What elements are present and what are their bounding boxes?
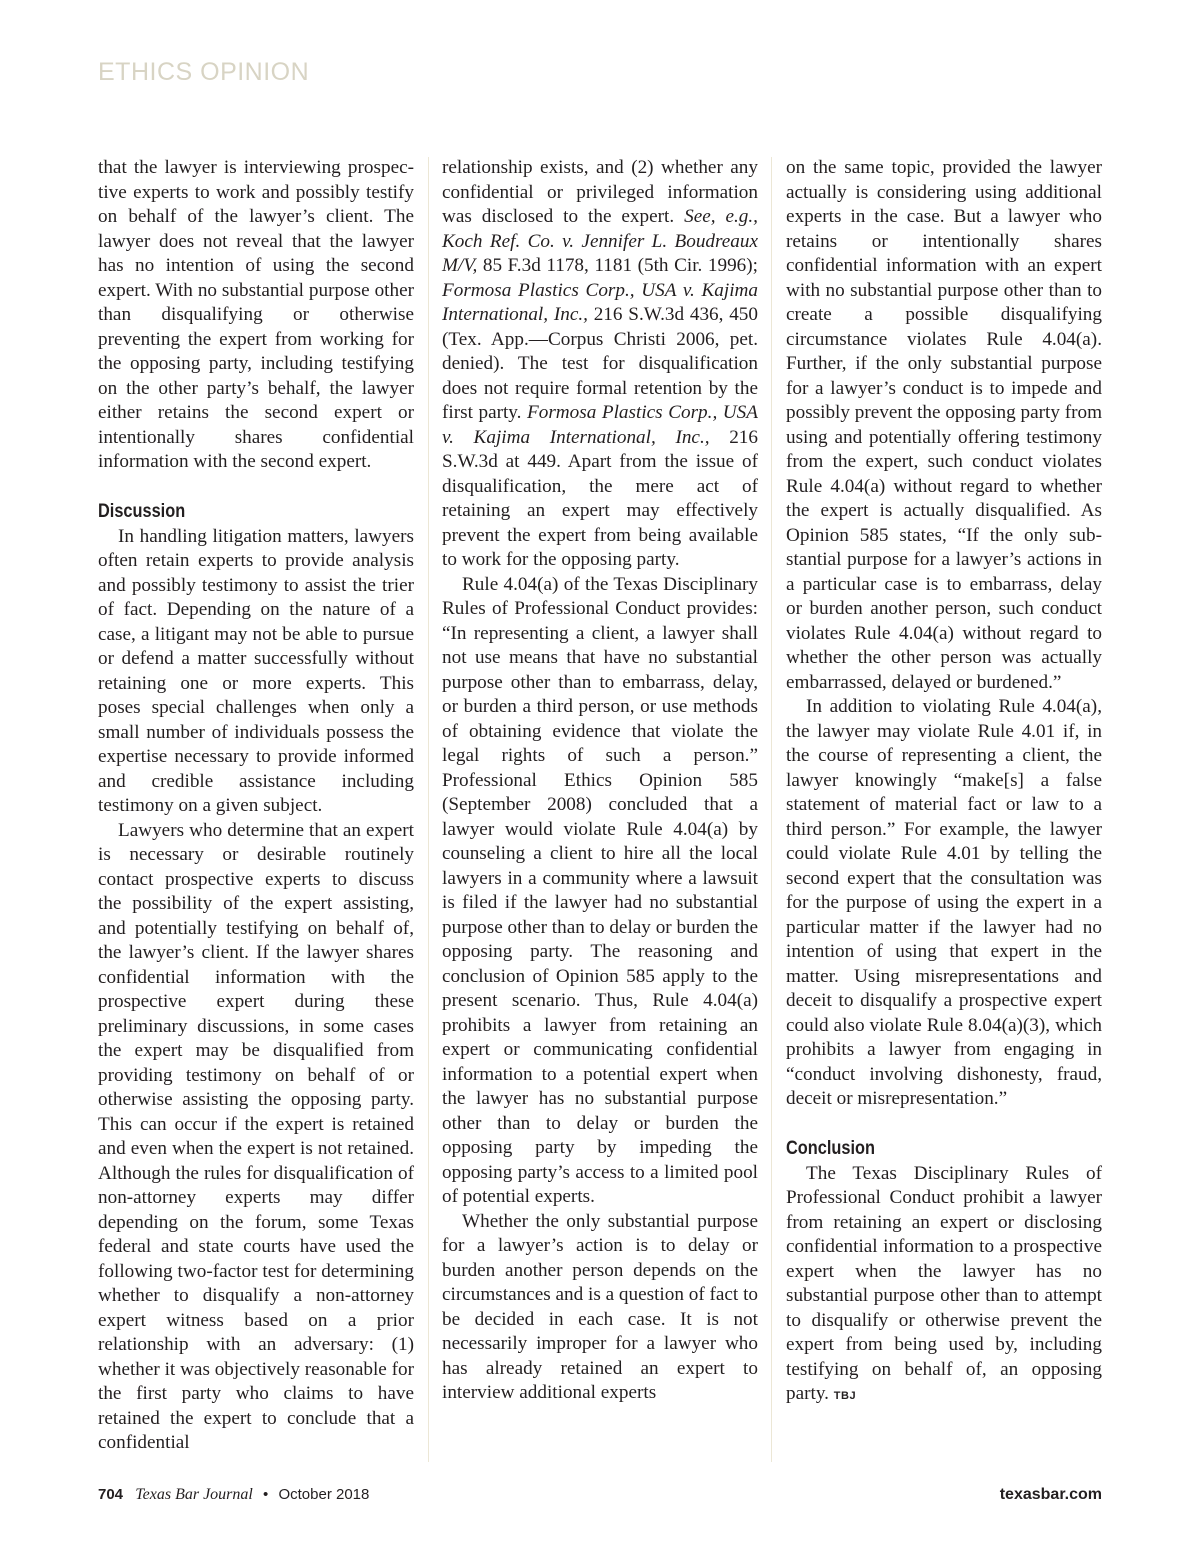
issue-date: October 2018 (278, 1486, 370, 1503)
paragraph: Lawyers who determine that an expert is necessary or desirable routinely contact prospective experts to discuss the possibility of the expert assisting, and potentially testifying on behalf of, the lawyer’s client. If the lawyer shares confidential information with the prospective expert during these preliminary discussions, in some cases the expert may be disqualified from providing testimony on behalf of or otherwise assisting the opposing party. This can occur if the expert is retained and even when the expert is not retained. Although the rules for disqualification of non-attorney experts may differ depending on the forum, some Texas federal and state courts have used the following two-factor test for determining whether to disqualify a non-attorney expert witness based on a prior relationship with an adversary: (1) whether it was objectively reasonable for the first party who claims to have retained the expert to conclude that a confidential (98, 819, 414, 1453)
paragraph: Whether the only substantial purpose for a lawyer’s action is to delay or burden another person depends on the circumstances and is a question of fact to be decided in each case. It is not necessarily improper for a lawyer who has already retained an expert to interview additional experts (442, 1210, 758, 1403)
text-run: The Texas Disciplinary Rules of Professional Conduct prohibit a lawyer from retaining an expert or disclosing confidential information to a prospective expert when the lawyer has no substantial purpose other than to attempt to disqualify or otherwise prevent the expert from being used by, including testifying on behalf of, an opposing party. (786, 1162, 1102, 1404)
page-number: 704 (98, 1486, 124, 1503)
website-url: texasbar.com (999, 1486, 1102, 1503)
case-citation: See, e.g., Koch Ref. Co. v. Jennifer L. Boudreaux M/V, (442, 206, 758, 276)
spacer (98, 475, 414, 499)
column-divider-1 (428, 157, 429, 1462)
text-run: 216 S.W.3d 436, 450 (Tex. App.—Corpus Christi 2006, pet. denied). The test for disqualification does not require formal retention by the first party. (442, 304, 758, 423)
column-3 (786, 156, 1102, 1409)
text-run: 216 S.W.3d at 449. Apart from the issue of disqualification, the mere act of retaining an expert may effectively prevent the expert from being available to work for the opposing party. (442, 426, 758, 570)
paragraph: In handling litigation matters, lawyers often retain experts to provide analysis and possibly testimony to assist the trier of fact. Depending on the nature of a case, a litigant may not be able to pursue or defend a matter successfully without retaining one or more experts. This poses special challenges when only a small number of individuals possess the expertise necessary to provide informed and credible assistance including testimony on a given subject. (98, 525, 414, 816)
column-2 (442, 156, 758, 1406)
text-run: 85 F.3d 1178, 1181 (5th Cir. 1996); (477, 255, 758, 276)
section-label: ETHICS OPINION (98, 58, 310, 86)
paragraph (786, 1162, 1102, 1409)
journal-name: Texas Bar Journal (135, 1486, 253, 1503)
page-footer (98, 1486, 1102, 1510)
paragraph (442, 156, 758, 573)
column-1 (98, 156, 414, 1456)
paragraph: on the same topic, provided the lawyer actually is considering using additional experts in the case. But a lawyer who retains or intentionally shares confidential information with an expert with no substantial purpose other than to create a possible disqualifying circumstance violates Rule 4.04(a). Further, if the only substantial purpose for a lawyer’s conduct is to impede and possibly prevent the opposing party from using and potentially offering testimony from the expert, such conduct violates Rule 4.04(a) without regard to whether the expert is actually disqualified. As Opinion 585 states, “If the only substantial purpose for a lawyer’s actions in a particular case is to embarrass, delay or burden another person, such conduct violates Rule 4.04(a) without regard to whether the other person was actually embarrassed, delayed or burdened.” (786, 157, 1103, 693)
case-citation: Formosa Plastics Corp., USA v. Kajima International, Inc., (442, 279, 758, 325)
heading-conclusion: Conclusion (786, 1137, 875, 1159)
case-citation: Formosa Plastics Corp., USA v. Kajima International, Inc., (442, 402, 758, 448)
paragraph: that the lawyer is interviewing prospective experts to work and possibly testify on behalf of the lawyer’s client. The lawyer does not reveal that the lawyer has no intention of using the second expert. With no substantial purpose other than disqualifying or otherwise preventing the expert from working for the opposing party, including testifying on the other party’s behalf, the lawyer either retains the second expert or intentionally shares confidential information with the second expert. (98, 157, 414, 472)
end-mark: TBJ (833, 1390, 857, 1402)
bullet-separator: • (263, 1486, 269, 1503)
paragraph: In addition to violating Rule 4.04(a), the lawyer may violate Rule 4.01 if, in the course of representing a client, the lawyer knowingly “make[s] a false statement of material fact or law to a third person.” For example, the lawyer could violate Rule 4.01 by telling the second expert that the consultation was for the purpose of using the expert in a particular matter if the lawyer had no intention of using that expert in the matter. Using misrepresentations and deceit to disqualify a prospective expert could also violate Rule 8.04(a)(3), which prohibits a lawyer from engaging in “conduct involving dishonesty, fraud, deceit or misrepresentation.” (786, 696, 1102, 1109)
text-run: relationship exists, and (2) whether any confidential or privileged information was disclosed to the expert. (442, 157, 758, 227)
column-divider-2 (771, 157, 772, 1462)
heading-discussion: Discussion (98, 500, 186, 522)
paragraph: Rule 4.04(a) of the Texas Disciplinary Rules of Professional Conduct provides: “In representing a client, a lawyer shall not use means that have no substantial purpose other than to embarrass, delay, or burden a third person, or use methods of obtaining evidence that violate the legal rights of such a person.” Professional Ethics Opinion 585 (September 2008) concluded that a lawyer would violate Rule 4.04(a) by counseling a client to hire all the local lawyers in a community where a lawsuit is filed if the lawyer had no substantial purpose other than to delay or burden the opposing party. The reasoning and conclusion of Opinion 585 apply to the present scenario. Thus, Rule 4.04(a) prohibits a lawyer from retaining an expert or communicating confidential information to a potential expert when the lawyer has no substantial purpose other than to delay or burden the opposing party by impeding the opposing party’s access to a limited pool of potential experts. (442, 573, 758, 1207)
spacer (786, 1112, 1102, 1136)
